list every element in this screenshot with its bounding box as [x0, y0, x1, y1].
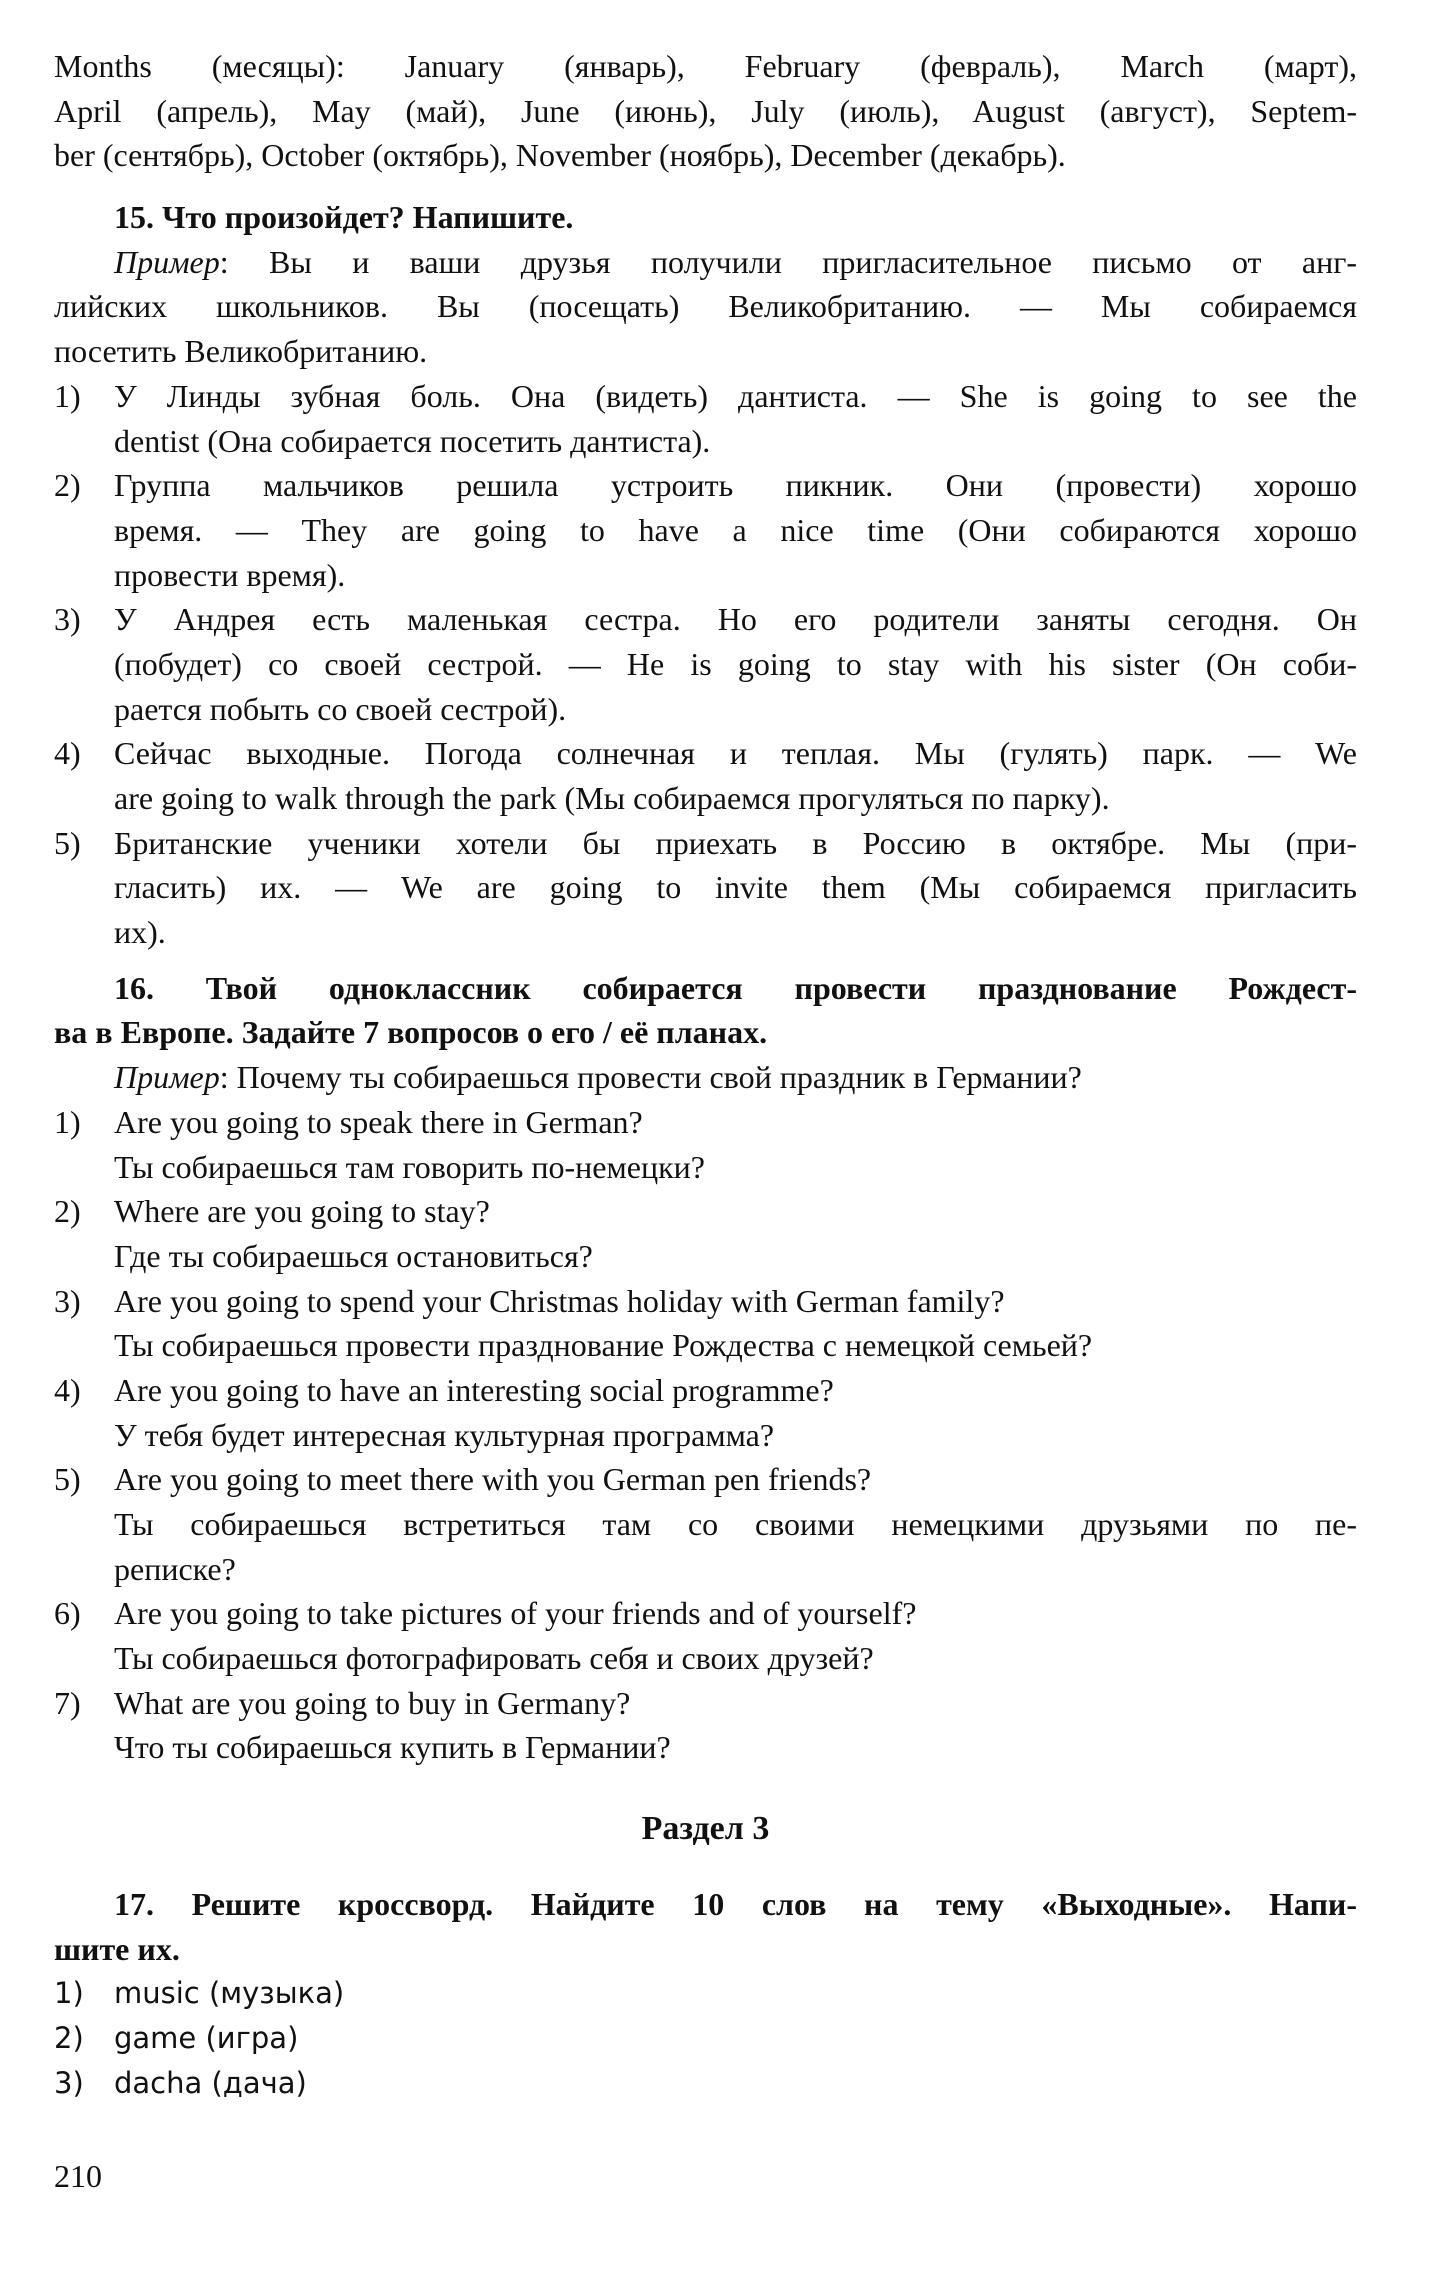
item-number: 3)	[54, 2065, 84, 2100]
exercise-15	[54, 195, 1357, 955]
exercise-heading: ва в Европе. Задайте 7 вопросов о его / её планах.	[54, 1014, 768, 1051]
item-number: 3)	[54, 1282, 81, 1319]
item-text-line: What are you going to buy in Germany?	[114, 1684, 631, 1721]
exercise-heading: 15. Что произойдет? Напишите.	[114, 199, 574, 236]
list-item	[54, 1189, 1357, 1278]
example-paragraph	[54, 1055, 1357, 1100]
item-text-line: game (игра)	[114, 2020, 299, 2055]
item-text-line: Группа мальчиков решила устроить пикник. Они (провести) хорошо	[114, 467, 1357, 504]
item-text-line: Are you going to meet there with you German pen friends?	[114, 1461, 872, 1498]
list-item	[54, 374, 1357, 463]
text-line: April (апрель), May (май), June (июнь), July (июль), August (август), Septem-	[54, 92, 1358, 129]
text-line: лийских школьников. Вы (посещать) Великобританию. — Мы собираемся	[54, 288, 1357, 325]
example-label: Пример	[114, 243, 220, 280]
item-text-line: У Андрея есть маленькая сестра. Но его родители заняты сегодня. Он	[114, 601, 1357, 638]
exercise-heading: 17. Решите кроссворд. Найдите 10 слов на тему «Выходные». Напи-	[114, 1885, 1357, 1922]
example-text: : Почему ты собираешься провести свой праздник в Германии?	[219, 1059, 1082, 1096]
item-number: 3)	[54, 601, 81, 638]
item-number: 4)	[54, 1371, 81, 1408]
item-text-line: время. — They are going to have a nice time (Они собираются хорошо	[114, 511, 1357, 548]
item-number: 1)	[54, 377, 81, 414]
item-text-line: Are you going to speak there in German?	[114, 1103, 643, 1140]
item-text-line: are going to walk through the park (Мы собираемся прогуляться по парку).	[114, 780, 1110, 816]
item-number: 2)	[54, 2020, 84, 2055]
section-title: Раздел 3	[641, 1810, 770, 1848]
list-item	[54, 1279, 1357, 1368]
document-page	[54, 44, 1357, 2105]
item-text-line: Ты собираешься фотографировать себя и своих друзей?	[114, 1640, 874, 1677]
list-item	[54, 1457, 1357, 1591]
item-text-line: Are you going to spend your Christmas holiday with German family?	[114, 1282, 1005, 1319]
item-number: 5)	[54, 824, 81, 861]
exercise-16	[54, 966, 1357, 1770]
item-text-line: их).	[114, 914, 166, 951]
item-text-line: (побудет) со своей сестрой. — He is going to stay with his sister (Он соби-	[114, 645, 1357, 682]
item-text-line: провести время).	[114, 556, 346, 593]
item-text-line: реписке?	[114, 1550, 236, 1587]
list-item	[54, 821, 1357, 955]
list-item	[54, 731, 1357, 820]
item-text-line: Are you going to take pictures of your friends and of yourself?	[114, 1595, 917, 1632]
item-number: 2)	[54, 467, 81, 504]
item-text-line: dacha (дача)	[114, 2065, 307, 2100]
item-text-line: Ты собираешься провести празднование Рождества с немецкой семьей?	[114, 1327, 1093, 1364]
item-text-line: Британские ученики хотели бы приехать в Россию в октябре. Мы (при-	[114, 824, 1357, 861]
example-paragraph	[54, 240, 1357, 374]
item-text-line: music (музыка)	[114, 1976, 345, 2011]
text-line: посетить Великобританию.	[54, 333, 428, 370]
item-number: 2)	[54, 1193, 81, 1230]
exercise-heading: 16. Твой одноклассник собирается провести празднование Рождест-	[114, 969, 1357, 1006]
list-item	[54, 1971, 1357, 2016]
item-text-line: гласить) их. — We are going to invite them (Мы собираемся пригласить	[114, 869, 1357, 906]
item-text-line: У тебя будет интересная культурная программа?	[114, 1416, 775, 1453]
item-text-line: Are you going to have an interesting social programme?	[114, 1371, 834, 1408]
item-number: 7)	[54, 1684, 81, 1721]
item-text-line: Сейчас выходные. Погода солнечная и теплая. Мы (гулять) парк. — We	[114, 735, 1357, 772]
item-text-line: рается побыть со своей сестрой).	[114, 690, 567, 727]
list-item	[54, 463, 1357, 597]
item-text-line: Где ты собираешься остановиться?	[114, 1237, 593, 1274]
item-text-line: Ты собираешься там говорить по-немецки?	[114, 1148, 705, 1185]
item-number: 1)	[54, 1103, 81, 1140]
list-item	[54, 2061, 1357, 2106]
item-number: 4)	[54, 735, 81, 772]
item-text-line: У Линды зубная боль. Она (видеть) дантиста. — She is going to see the	[114, 377, 1357, 414]
list-item	[54, 2016, 1357, 2061]
text-line: Months (месяцы): January (январь), February (февраль), March (март),	[54, 48, 1357, 84]
list-item	[54, 1591, 1357, 1680]
item-text-line: Ты собираешься встретиться там со своими немецкими друзьями по пе-	[114, 1506, 1357, 1542]
item-number: 1)	[54, 1976, 84, 2011]
item-number: 6)	[54, 1595, 81, 1632]
text-line: ber (сентябрь), October (октябрь), November (ноябрь), December (декабрь).	[54, 137, 1066, 174]
list-item	[54, 1681, 1357, 1770]
example-label: Пример	[114, 1059, 220, 1096]
item-text-line: dentist (Она собирается посетить дантиста).	[114, 422, 711, 459]
item-number: 5)	[54, 1461, 81, 1498]
item-text-line: Where are you going to stay?	[114, 1193, 490, 1230]
months-paragraph	[54, 44, 1357, 178]
page-number: 210	[54, 2158, 102, 2194]
list-item	[54, 597, 1357, 731]
example-text: : Вы и ваши друзья получили пригласительное письмо от анг-	[219, 243, 1357, 280]
list-item	[54, 1368, 1357, 1457]
exercise-heading: шите их.	[54, 1930, 180, 1967]
exercise-17	[54, 1882, 1357, 2105]
text-line	[54, 240, 1357, 285]
answer-list	[54, 1971, 1357, 2105]
list-item	[54, 1100, 1357, 1189]
item-text-line: Что ты собираешься купить в Германии?	[114, 1729, 671, 1766]
